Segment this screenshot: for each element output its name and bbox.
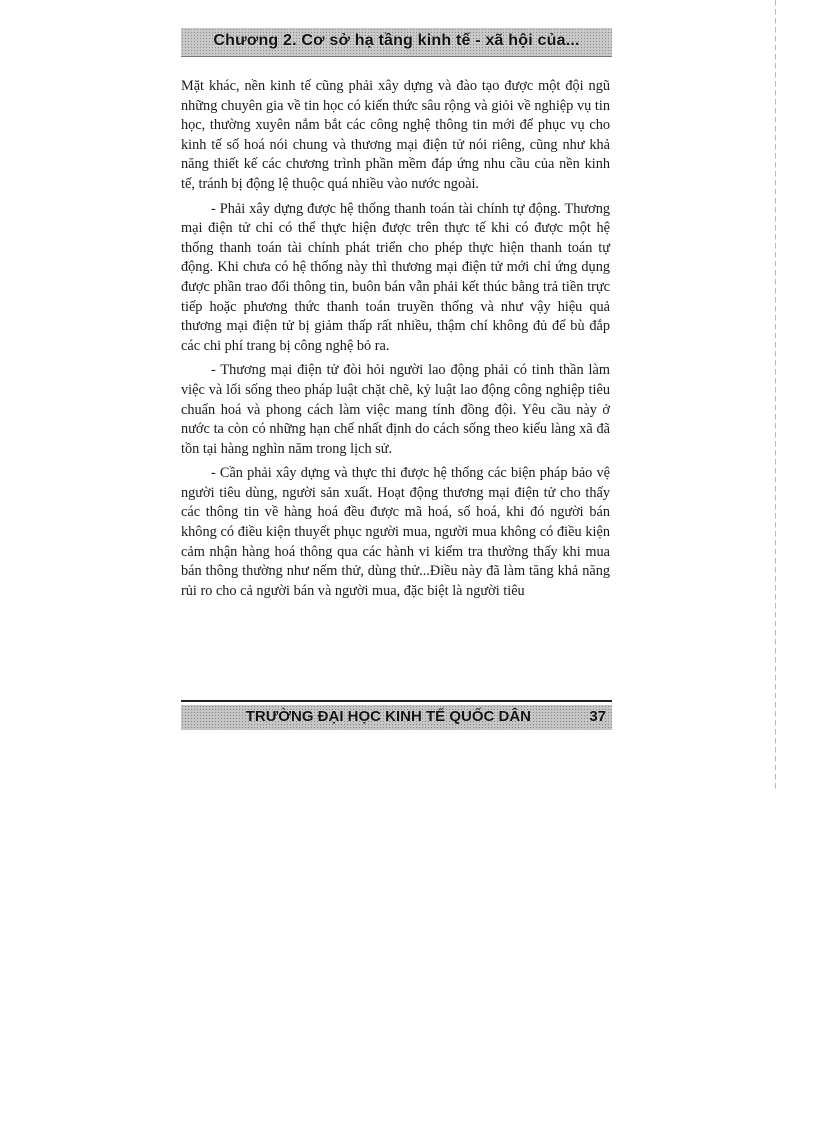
chapter-header-bar — [181, 28, 612, 57]
footer-school-name: TRƯỜNG ĐẠI HỌC KINH TẾ QUỐC DÂN — [245, 708, 531, 725]
footer-divider — [181, 700, 612, 702]
chapter-title: Chương 2. Cơ sở hạ tầng kinh tế - xã hội của... — [213, 32, 580, 49]
paragraph-payment-system: - Phải xây dựng được hệ thống thanh toán tài chính tự động. Thương mại điện tử chỉ có thể thực hiện được trên thực tế khi có được một hệ thống thanh toán tài chính phát triển cho phép thực hiện thanh toán tự động. Khi chưa có hệ thống này thì thương mại điện tử mới chỉ ứng dụng được phần trao đổi thông tin, buôn bán vẫn phải kết thúc bằng trả tiền trực tiếp hoặc phương thức thanh toán truyền thống và như vậy hiệu quả thương mại điện tử bị giảm thấp rất nhiều, thậm chí không đủ để bù đắp các chi phí trang bị công nghệ bỏ ra. — [181, 200, 610, 354]
scan-edge-line — [775, 0, 776, 790]
page-number: 37 — [589, 708, 606, 725]
paragraph-intro: Mặt khác, nền kinh tế cũng phải xây dựng và đào tạo được một đội ngũ những chuyên gia về tin học có kiến thức sâu rộng và giỏi về nghiệp vụ tin học, thường xuyên nắm bắt các công nghệ thông tin mới để phục vụ cho kinh tế số hoá nói chung và thương mại điện tử nói riêng, cũng như khả năng thiết kế các chương trình phần mềm đáp ứng nhu cầu của nền kinh tế, tránh bị động lệ thuộc quá nhiều vào nước ngoài. — [181, 78, 610, 192]
page-body — [181, 77, 610, 606]
paragraph-labor-discipline: - Thương mại điện tử đòi hỏi người lao động phải có tinh thần làm việc và lối sống theo pháp luật chặt chẽ, kỷ luật lao động công nghiệp tiêu chuẩn hoá và phong cách làm việc mang tính đồng đội. Yêu cầu này ở nước ta còn có những hạn chế nhất định do cách sống theo kiểu làng xã đã tồn tại hàng nghìn năm trong lịch sử. — [181, 362, 610, 457]
footer-bar — [181, 705, 612, 730]
paragraph-consumer-protection: - Cần phải xây dựng và thực thi được hệ thống các biện pháp bảo vệ người tiêu dùng, người sản xuất. Hoạt động thương mại điện tử cho thấy các thông tin về hàng hoá đều được mã hoá, số hoá, khi đó người bán không có điều kiện thuyết phục người mua, người mua không có điều kiện cảm nhận hàng hoá thông qua các hành vi kiểm tra thường thấy khi mua bán thông thường như nếm thử, dùng thử...Điều này đã làm tăng khả năng rủi ro cho cả người bán và người mua, đặc biệt là người tiêu — [181, 465, 610, 599]
